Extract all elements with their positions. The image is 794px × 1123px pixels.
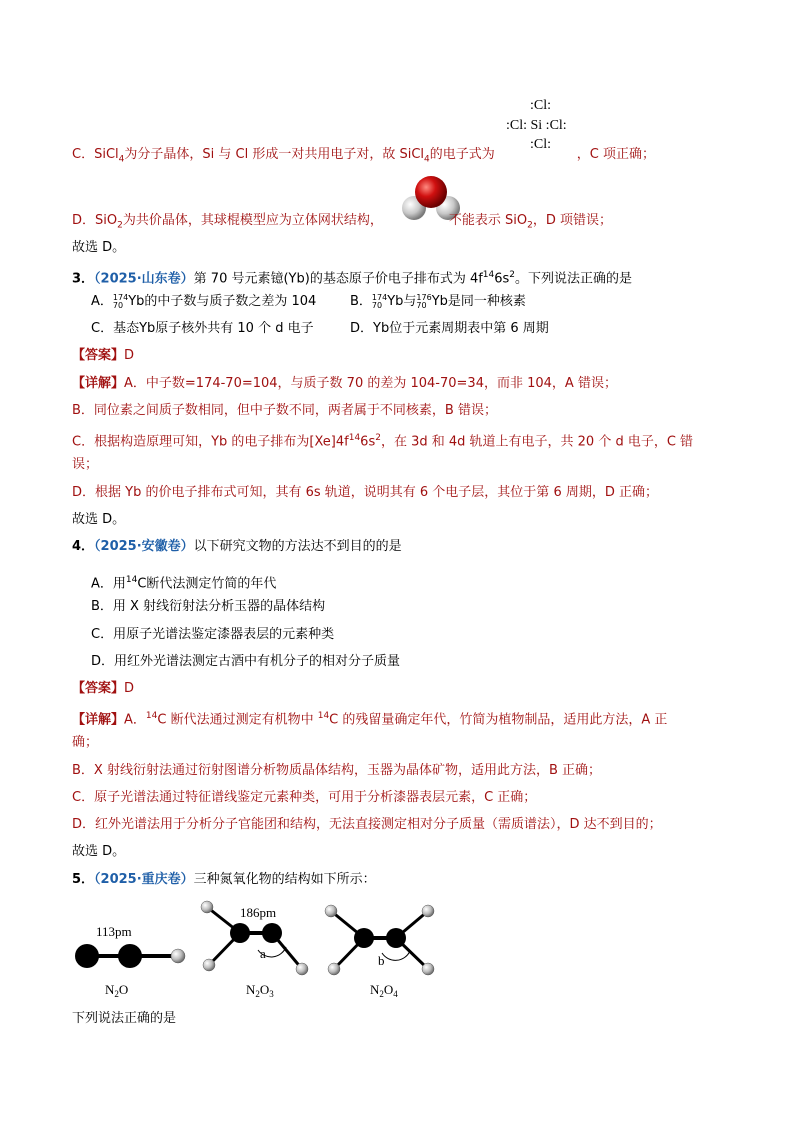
- q3-option-c[interactable]: C．基态Yb原子核外共有 10 个 d 电子: [91, 321, 314, 336]
- q3-detail-b: B．同位素之间质子数相同，但中子数不同，两者属于不同核素，B 错误；: [72, 403, 497, 418]
- q3-option-d[interactable]: D．Yb位于元素周期表中第 6 周期: [350, 321, 549, 336]
- n2o4-angle-b: b: [378, 953, 385, 968]
- n2o4-molecule: [325, 905, 434, 999]
- q4-conclusion: 故选 D。: [72, 844, 126, 859]
- q3-conclusion: 故选 D。: [72, 512, 126, 527]
- q4-detail-d: D．红外光谱法用于分析分子官能团和结构，无法直接测定相对分子质量（需质谱法），D 达不到目的；: [72, 817, 662, 832]
- q5-tail: 下列说法正确的是: [72, 1011, 177, 1026]
- q4-option-d[interactable]: D．用红外光谱法测定古酒中有机分子的相对分子质量: [91, 654, 401, 669]
- n2o3-molecule: [201, 901, 308, 999]
- q4-detail-c: C．原子光谱法通过特征谱线鉴定元素种类，可用于分析漆器表层元素，C 正确；: [72, 790, 537, 805]
- q4-option-a[interactable]: A．用$^{14}$C断代法测定竹简的年代: [91, 575, 277, 592]
- q4-answer: 【答案】D: [72, 681, 135, 696]
- n2o3-bond-length: 186pm: [240, 905, 277, 920]
- nitrogen-oxides-figure: [60, 895, 450, 1005]
- n2o3-angle-a: a: [260, 946, 266, 961]
- lewis-top: :Cl:: [530, 98, 552, 113]
- n2o-molecule: [75, 924, 185, 999]
- n2o4-label: $N_2O_4$: [370, 982, 398, 999]
- q3-detail-c: C．根据构造原理可知，Yb 的电子排布为$[Xe]4f^{14}6s^2$，在 3d 和 4d 轨道上有电子，共 20 个 d 电子，C 错: [72, 433, 694, 450]
- q2-option-d-analysis: D．SiO$_2$为共价晶体，其球棍模型应为立体网状结构， 不能表示 SiO$_2$，D 项错误；: [72, 213, 612, 231]
- q3-detail-c-cont: 误；: [72, 457, 99, 472]
- q4-stem: 4．（2025·安徽卷）以下研究文物的方法达不到目的的是: [72, 539, 402, 554]
- q3-detail-d: D．根据 Yb 的价电子排布式可知，其有 6s 轨道，说明其有 6 个电子层，其位于第 6 周期，D 正确；: [72, 485, 658, 500]
- q5-stem: 5．（2025·重庆卷）三种氮氧化物的结构如下所示：: [72, 872, 376, 887]
- lewis-center: :Cl: Si :Cl:: [506, 118, 567, 133]
- q4-option-b[interactable]: B．用 X 射线衍射法分析玉器的晶体结构: [91, 599, 326, 614]
- lewis-bottom: :Cl:: [530, 137, 552, 152]
- q4-detail-b: B．X 射线衍射法通过衍射图谱分析物质晶体结构，玉器为晶体矿物，适用此方法，B 正确；: [72, 763, 602, 778]
- q3-option-a[interactable]: A． 174 70 Yb的中子数与质子数之差为 104: [91, 292, 317, 310]
- q3-answer: 【答案】D: [72, 348, 135, 363]
- q2-conclusion: 故选 D。: [72, 240, 126, 255]
- q4-detail-a-cont: 确；: [72, 735, 99, 750]
- q4-option-c[interactable]: C．用原子光谱法鉴定漆器表层的元素种类: [91, 627, 335, 642]
- n2o-label: $N_2O$: [105, 982, 129, 999]
- n2o3-label: $N_2O_3$: [246, 982, 274, 999]
- q4-detail-a: 【详解】A．$^{14}$C 断代法通过测定有机物中 $^{14}$C 的残留量确定年代，竹简为植物制品，适用此方法，A 正: [72, 711, 668, 728]
- q3-option-b[interactable]: B． 174 70 Yb与 176 70 Yb是同一种核素: [350, 292, 526, 310]
- n2o-bond-length: 113pm: [96, 924, 132, 939]
- q3-stem: 3．（2025·山东卷）第 70 号元素镱(Yb)的基态原子价电子排布式为 $4f^{14}6s^2$。下列说法正确的是: [72, 270, 633, 287]
- q3-detail-a: 【详解】A．中子数=174-70=104，与质子数 70 的差为 104-70=34，而非 104，A 错误；: [72, 376, 617, 391]
- q2-option-c-analysis: C．SiCl$_4$为分子晶体，Si 与 Cl 形成一对共用电子对，故 SiCl$_4$的电子式为 ，C 项正确；: [72, 147, 655, 165]
